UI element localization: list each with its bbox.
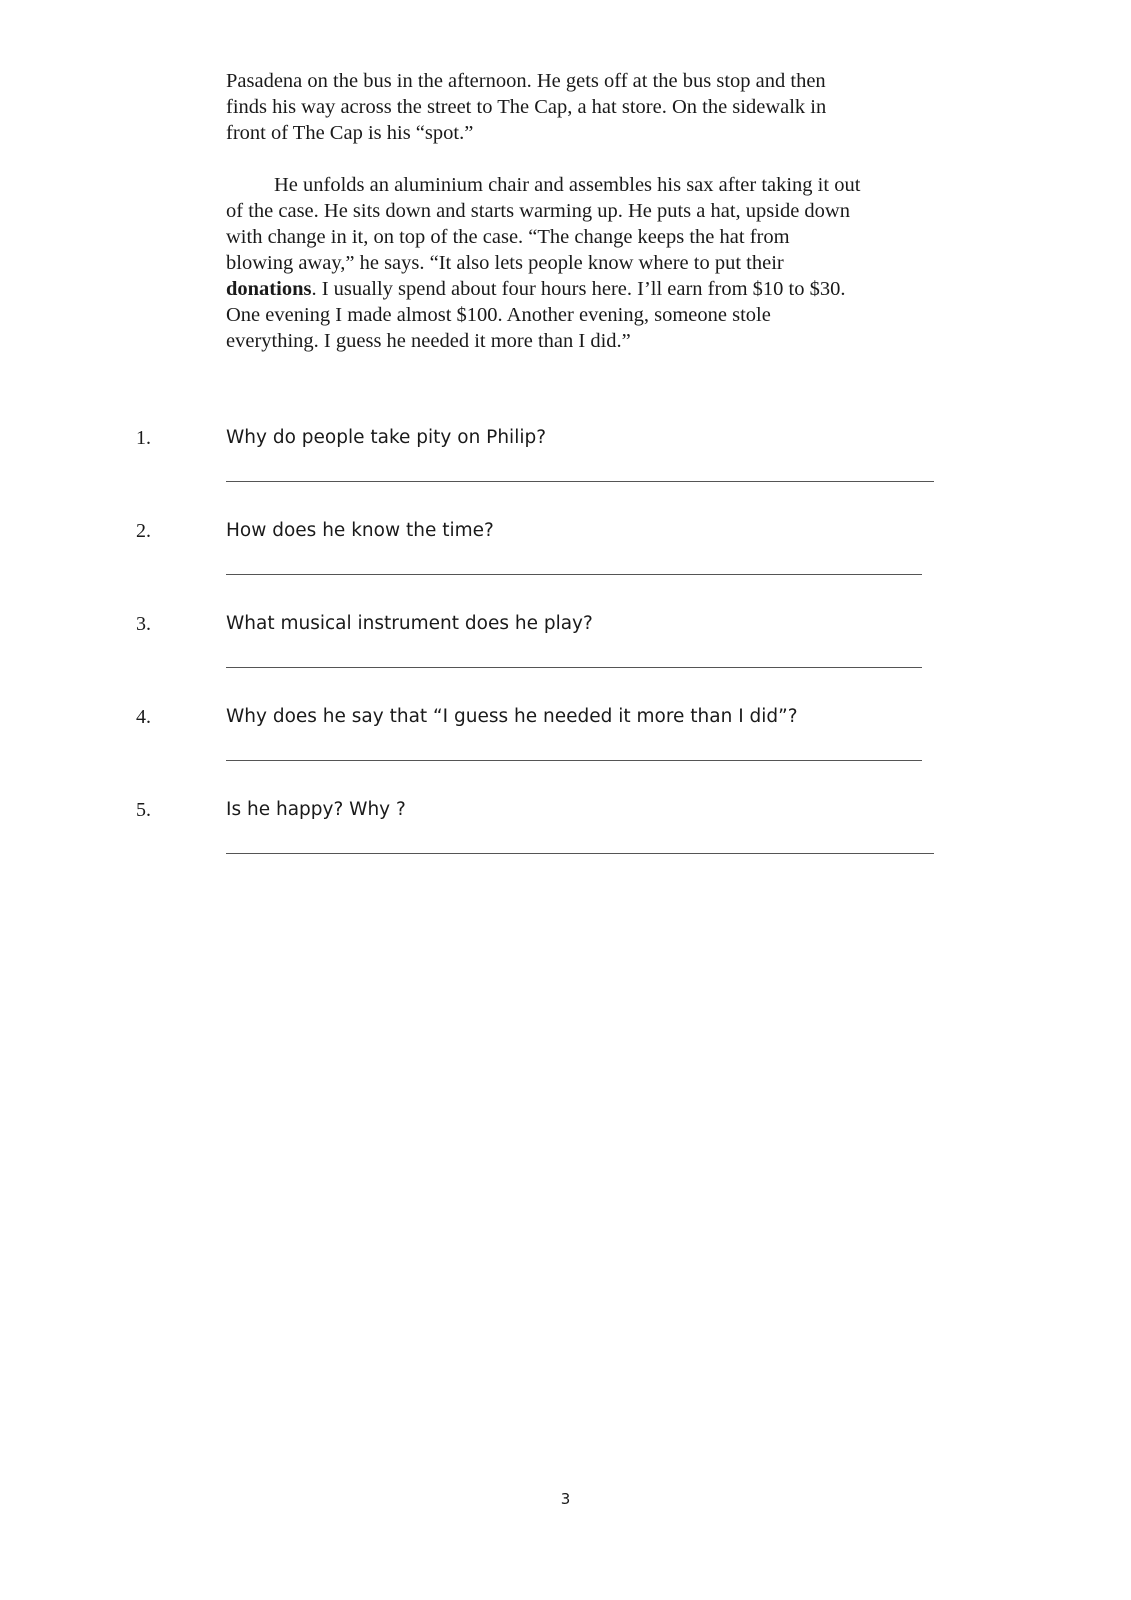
reading-passage	[226, 68, 946, 354]
question-number: 3.	[136, 613, 151, 635]
question-text: What musical instrument does he play?	[226, 613, 593, 634]
question-number: 5.	[136, 799, 151, 821]
answer-line[interactable]	[226, 481, 934, 482]
question-text: Why do people take pity on Philip?	[226, 427, 547, 448]
answer-line[interactable]	[226, 574, 922, 575]
question-number: 2.	[136, 520, 151, 542]
answer-line[interactable]	[226, 853, 934, 854]
question-number: 4.	[136, 706, 151, 728]
question-text: Why does he say that “I guess he needed it more than I did”?	[226, 706, 798, 727]
bold-word-donations: donations	[226, 278, 312, 300]
paragraph-2-text-end: . I usually spend about four hours here. I’ll earn from $10 to $30. One evening I made almost $100. Another evening, someone stole everything. I guess he needed it more than I did.”	[226, 278, 846, 352]
question-2	[0, 519, 1131, 609]
page-number: 3	[560, 1490, 571, 1508]
passage-paragraph-2	[226, 172, 946, 354]
answer-line[interactable]	[226, 667, 922, 668]
question-4	[0, 705, 1131, 795]
passage-paragraph-1: Pasadena on the bus in the afternoon. He gets off at the bus stop and then finds his way across the street to The Cap, a hat store. On the sidewalk in front of The Cap is his “spot.”	[226, 70, 827, 144]
question-text: How does he know the time?	[226, 520, 494, 541]
question-3	[0, 612, 1131, 702]
answer-line[interactable]	[226, 760, 922, 761]
question-5	[0, 798, 1131, 888]
question-1	[0, 426, 1131, 516]
paragraph-2-text-start: He unfolds an aluminium chair and assembles his sax after taking it out of the case. He sits down and starts warming up. He puts a hat, upside down with change in it, on top of the case. “The change keeps the hat from blowing away,” he says. “It also lets people know where to put their	[226, 174, 861, 274]
question-text: Is he happy? Why ?	[226, 799, 406, 820]
question-number: 1.	[136, 427, 151, 449]
